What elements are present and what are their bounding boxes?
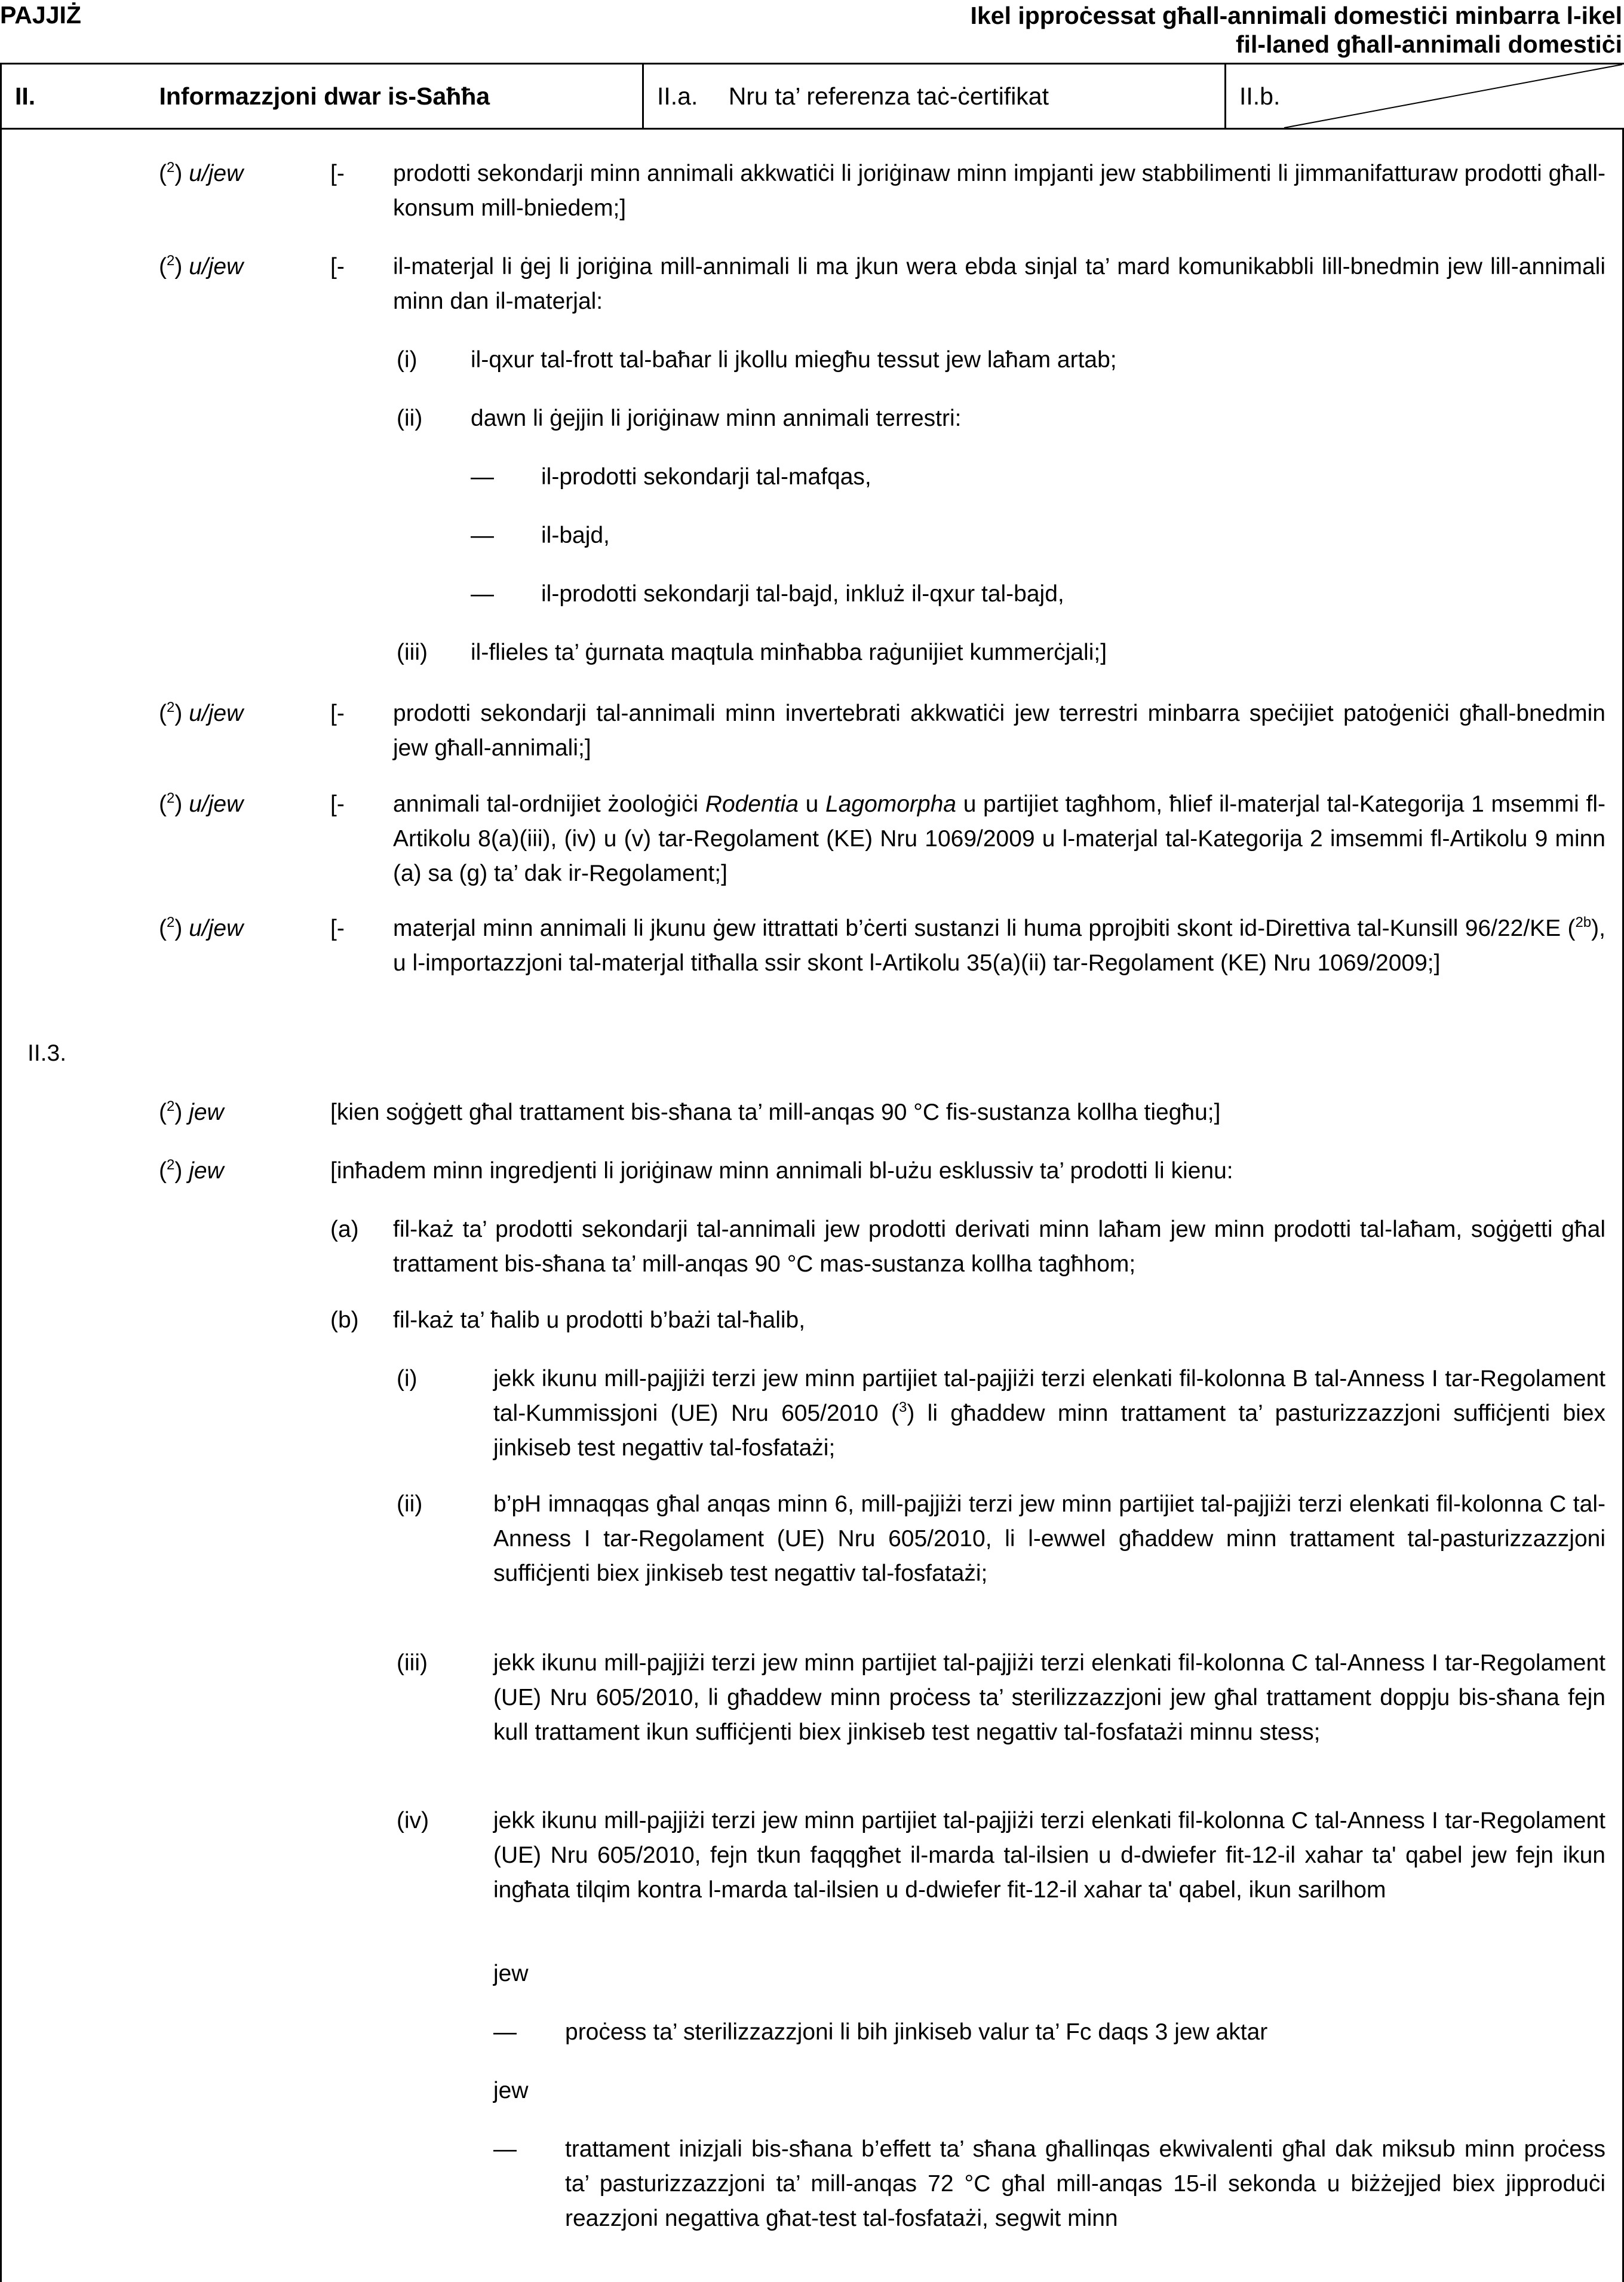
option-heat-treated: [kien soġġett għal trattament bis-sħana ta’ mill-anqas 90 °C fis-sustanza kollha tiegħu;] bbox=[330, 1099, 1221, 1125]
marker-ujew-2: ($^2$) u/jew bbox=[159, 253, 244, 280]
sub-ii-item-egg-byproducts: il-prodotti sekondarji tal-bajd, inkluż il-qxur tal-bajd, bbox=[541, 581, 1064, 607]
reference-number-label: II.a. bbox=[657, 82, 698, 110]
option-ingredients: [inħadem minn ingredjenti li joriġinaw minn annimali bl-użu esklussiv ta’ prodotti li kienu: bbox=[330, 1158, 1233, 1184]
marker-jew-2: ($^2$) jew bbox=[159, 1157, 224, 1184]
section-number: II. bbox=[1, 64, 148, 129]
bracket-dash-3: [- bbox=[330, 701, 345, 726]
sub-iii-number: (iii) bbox=[397, 640, 428, 665]
document-title-line2: fil-laned għall-annimali domestiċi bbox=[1236, 30, 1622, 58]
marker-ujew-5: ($^2$) u/jew bbox=[159, 914, 244, 941]
entry-prohibited-substances: materjal minn annimali li jkunu ġew ittrattati b’ċerti sustanzi li huma pprojbiti skont id-Direttiva tal-Kunsill 96/22/KE ($^{2b}$), u l-importazzjoni tal-materjal titħalla ssir skont l-Artikolu 35(a)(ii) tar-Regolament (KE) Nru 1069/2009;] bbox=[393, 914, 1605, 976]
bracket-dash-4: [- bbox=[330, 791, 345, 817]
item-b-number: (b) bbox=[330, 1307, 359, 1333]
dash-2: — bbox=[471, 523, 494, 548]
item-b-ii-number: (ii) bbox=[397, 1491, 423, 1517]
bracket-dash-2: [- bbox=[330, 254, 345, 280]
sub-ii-number: (ii) bbox=[397, 406, 423, 431]
reference-number-caption: Nru ta’ referenza taċ-ċertifikat bbox=[728, 82, 1049, 110]
iv-jew-2: jew bbox=[493, 2078, 529, 2103]
item-b-iv-number: (iv) bbox=[397, 1808, 429, 1833]
dash-3: — bbox=[471, 581, 494, 607]
sub-ii-item-hatchery: il-prodotti sekondarji tal-mafqas, bbox=[541, 464, 871, 490]
marker-ujew-1: ($^2$) u/jew bbox=[159, 159, 244, 186]
bracket-dash-1: [- bbox=[330, 161, 345, 186]
item-b-iii-text: jekk ikunu mill-pajjiżi terzi jew minn partijiet tal-pajjiżi terzi elenkati fil-kolonna C tal-Anness I tar-Regolament (UE) Nru 605/2010, li għaddew minn proċess ta’ sterilizzazzjoni jew għal trattament doppju bis-sħana fejn kull trattament ikun suffiċjenti biex jinkiseb test negattiv tal-fosfatażi minnu stess; bbox=[493, 1650, 1605, 1745]
iv-jew-1: jew bbox=[493, 1961, 529, 1986]
item-a-number: (a) bbox=[330, 1217, 359, 1242]
item-b-ii-text: b’pH imnaqqas għal anqas minn 6, mill-pajjiżi terzi jew minn partijiet tal-pajjiżi terzi elenkati fil-kolonna C tal-Anness I tar-Regolament (UE) Nru 605/2010, li l-ewwel għaddew minn trattament tal-pasturizzazzjoni suffiċjenti biex jinkiseb test negattiv tal-fosfatażi; bbox=[493, 1491, 1605, 1586]
item-a-text: fil-każ ta’ prodotti sekondarji tal-annimali jew prodotti derivati minn laħam jew minn prodotti tal-laħam, soġġetti għal trattament bis-sħana ta’ mill-anqas 90 °C mas-sustanza kollha tagħhom; bbox=[393, 1217, 1605, 1277]
entry-aquatic-byproducts: prodotti sekondarji minn annimali akkwatiċi li joriġinaw minn impjanti jew stabbilimenti li jimmanifatturaw prodotti għall-konsum mill-bniedem;] bbox=[393, 161, 1605, 221]
entry-material-no-disease: il-materjal li ġej li joriġina mill-annimali li ma jkun wera ebda sinjal ta’ mard komunikabbli lill-bnedmin jew lill-annimali minn dan il-materjal: bbox=[393, 254, 1605, 314]
iv-initial-heat-treatment: trattament inizjali bis-sħana b’effett ta’ sħana għallinqas ekwivalenti għal dak miksub minn proċess ta’ pasturizzazzjoni ta’ mill-anqas 72 °C għal mill-anqas 15-il sekonda u biżżejjed biex jipproduċi reazzjoni negattiva għat-test tal-fosfatażi, segwit minn bbox=[565, 2136, 1605, 2231]
entry-rodentia-lagomorpha: annimali tal-ordnijiet żooloġiċi Rodentia u Lagomorpha u partijiet tagħhom, ħlief il-materjal tal-Kategorija 1 msemmi fl-Artikolu 8(a)(iii), (iv) u (v) tar-Regolament (KE) Nru 1069/2009 u l-materjal tal-Kategorija 2 imsemmi fl-Artikolu 9 minn (a) sa (g) ta’ dak ir-Regolament;] bbox=[393, 791, 1605, 886]
bracket-dash-5: [- bbox=[330, 916, 345, 941]
dash-1: — bbox=[471, 464, 494, 490]
section-title: Informazzjoni dwar is-Saħħa bbox=[148, 64, 643, 129]
iv-dash-2: — bbox=[493, 2136, 517, 2162]
sub-i-number: (i) bbox=[397, 347, 417, 373]
sub-ii-text: dawn li ġejjin li joriġinaw minn annimali terrestri: bbox=[471, 406, 962, 431]
content-frame bbox=[0, 130, 1624, 2282]
sub-iii-text: il-flieles ta’ ġurnata maqtula minħabba raġunijiet kummerċjali;] bbox=[471, 640, 1107, 665]
country-label: PAJJIŻ bbox=[0, 1, 81, 29]
item-b-text: fil-każ ta’ ħalib u prodotti b’bażi tal-ħalib, bbox=[393, 1307, 806, 1333]
item-b-i-text: jekk ikunu mill-pajjiżi terzi jew minn partijiet tal-pajjiżi terzi elenkati fil-kolonna B tal-Anness I tar-Regolament tal-Kummissjoni (UE) Nru 605/2010 ($^3$) li għaddew minn trattament ta’ pasturizzazzjoni suffiċjenti biex jinkiseb test negattiv tal-fosfatażi; bbox=[493, 1366, 1606, 1461]
item-b-iii-number: (iii) bbox=[397, 1650, 428, 1676]
marker-ujew-3: ($^2$) u/jew bbox=[159, 699, 244, 726]
sub-ii-item-eggs: il-bajd, bbox=[541, 523, 610, 548]
marker-jew-1: ($^2$) jew bbox=[159, 1098, 224, 1125]
item-b-i-number: (i) bbox=[397, 1366, 417, 1392]
item-b-iv-text: jekk ikunu mill-pajjiżi terzi jew minn partijiet tal-pajjiżi terzi elenkati fil-kolonna C tal-Anness I tar-Regolament (UE) Nru 605/2010, fejn tkun faqqgħet il-marda tal-ilsien u d-dwiefer fit-12-il xahar ta' qabel jew fejn ikun ingħata tilqim kontra l-marda tal-ilsien u d-dwiefer fit-12-il xahar ta' qabel, ikun sarilhom bbox=[493, 1808, 1605, 1903]
document-title-line1: Ikel ipproċessat għall-annimali domestiċi minbarra l-ikel bbox=[970, 2, 1622, 29]
iv-sterilisation: proċess ta’ sterilizzazzjoni li bih jinkiseb valur ta’ Fc daqs 3 jew aktar bbox=[565, 2019, 1268, 2045]
ii-b-label: II.b. bbox=[1239, 82, 1281, 110]
entry-invertebrates: prodotti sekondarji tal-annimali minn invertebrati akkwatiċi jew terrestri minbarra speċijiet patoġeniċi għall-bnedmin jew għall-annimali;] bbox=[393, 701, 1605, 761]
sub-i-text: il-qxur tal-frott tal-baħar li jkollu miegħu tessut jew laħam artab; bbox=[471, 347, 1117, 373]
diagonal-line-decoration bbox=[0, 0, 1624, 137]
iv-dash-1: — bbox=[493, 2019, 517, 2045]
marker-ujew-4: ($^2$) u/jew bbox=[159, 790, 244, 817]
row-label: II.3. bbox=[27, 1040, 67, 1066]
